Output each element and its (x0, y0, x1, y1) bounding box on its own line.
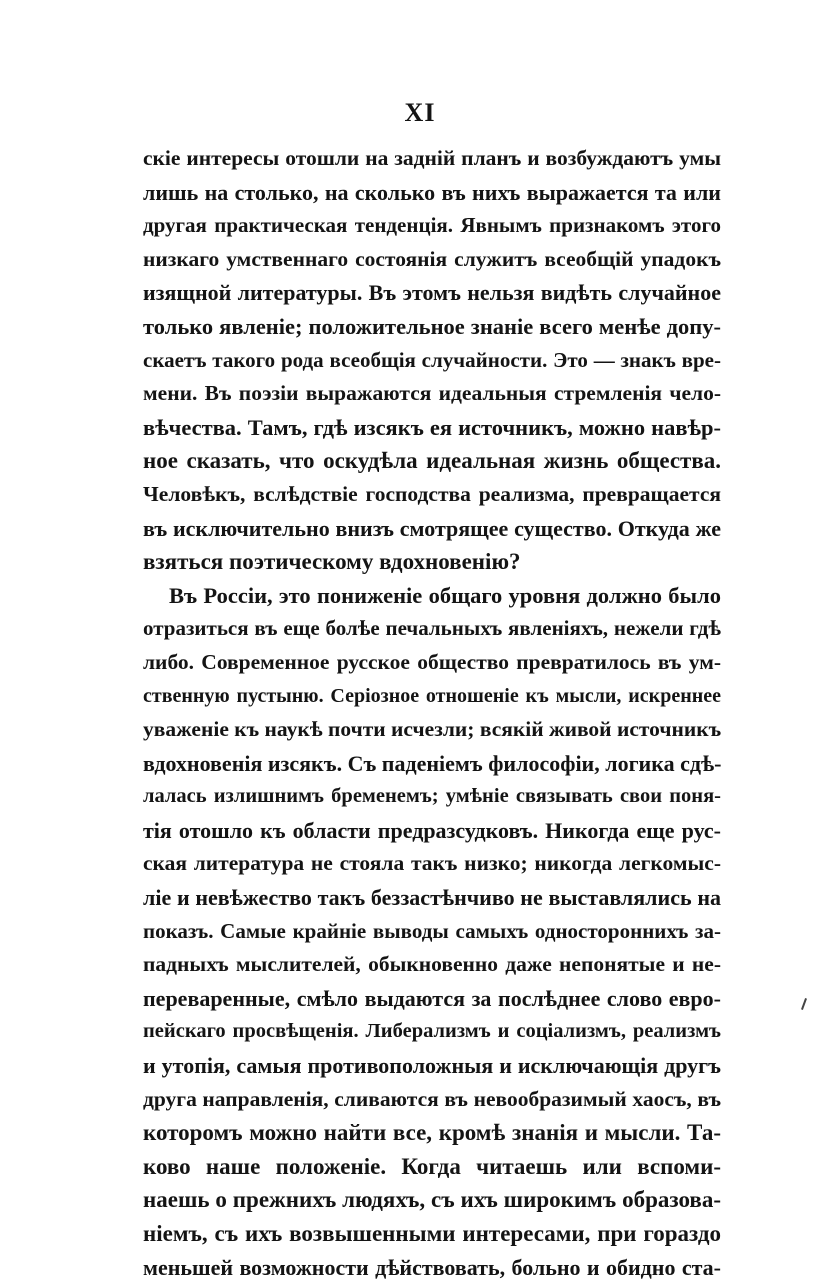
text-line: Въ Россіи, это пониженіе общаго уровня должно было (169, 582, 721, 608)
text-line: друга направленія, сливаются въ невообразимый хаосъ, въ (143, 1086, 721, 1111)
text-line: падныхъ мыслителей, обыкновенно даже непонятые и не- (143, 952, 721, 977)
page-number: XI (404, 98, 436, 127)
text-line: показъ. Самые крайніе выводы самыхъ одностороннихъ за- (143, 918, 721, 943)
text-line: меньшей возможности дѣйствовать, больно и обидно ста- (143, 1254, 721, 1280)
text-line: только явленіе; положительное знаніе всего менѣе допу- (143, 313, 721, 339)
text-line: тія отошло къ области предразсудковъ. Никогда еще рус- (143, 817, 721, 843)
text-line: ніемъ, съ ихъ возвышенными интересами, при гораздо (143, 1221, 721, 1246)
text-line: изящной литературы. Въ этомъ нельзя видѣть случайное (143, 280, 721, 306)
text-line: либо. Современное русское общество превратилось въ ум- (143, 649, 721, 674)
text-line: въ исключительно внизъ смотрящее существо. Откуда же (143, 515, 721, 541)
text-line: скіе интересы отошли на задній планъ и возбуждаютъ умы (143, 146, 721, 170)
text-line: ково наше положеніе. Когда читаешь или вспоми- (143, 1153, 721, 1179)
text-line: низкаго умственнаго состоянія служитъ всеобщій упадокъ (143, 246, 721, 271)
text-line: ская литература не стояла такъ низко; никогда легкомыс- (143, 851, 721, 876)
text-line: другая практическая тенденція. Явнымъ признакомъ этого (143, 213, 721, 238)
text-line: ственную пустыню. Серіозное отношеніе къ мысли, искреннее (143, 684, 721, 707)
text-line: скаетъ такого рода всеобщія случайности. Это — знакъ вре- (143, 347, 721, 372)
text-line: мени. Въ поэзіи выражаются идеальныя стремленія чело- (143, 381, 721, 406)
text-line: ное сказать, что оскудѣла идеальная жизнь общества. (143, 448, 721, 474)
text-line: вдохновенія изсякъ. Съ паденіемъ философіи, логика сдѣ- (143, 750, 722, 776)
text-line: пейскаго просвѣщенія. Либерализмъ и соціализмъ, реализмъ (143, 1020, 721, 1043)
text-line: и утопія, самыя противоположныя и исключающія другъ (143, 1053, 721, 1079)
margin-pencil-mark (801, 998, 807, 1010)
text-line: переваренные, смѣло выдаются за послѣднее слово евро- (143, 985, 721, 1011)
text-line: лалась излишнимъ бременемъ; умѣніе связывать свои поня- (143, 785, 721, 808)
text-line: отразиться въ еще болѣе печальныхъ явленіяхъ, нежели гдѣ (143, 616, 721, 641)
text-line: вѣчества. Тамъ, гдѣ изсякъ ея источникъ, можно навѣр- (143, 414, 721, 440)
text-line: уваженіе къ наукѣ почти исчезли; всякій живой источникъ (143, 717, 722, 742)
text-line: которомъ можно найти все, кромѣ знанія и мысли. Та- (143, 1120, 721, 1146)
text-line: Человѣкъ, вслѣдствіе господства реализма, превращается (143, 481, 721, 506)
body-text (143, 142, 721, 1284)
text-line: лишь на столько, на сколько въ нихъ выражается та или (143, 179, 721, 205)
text-line: наешь о прежнихъ людяхъ, съ ихъ широкимъ образова- (143, 1187, 721, 1213)
text-line: ліе и невѣжество такъ беззастѣнчиво не выставлялись на (143, 885, 721, 911)
text-line: взяться поэтическому вдохновенію? (143, 549, 521, 575)
